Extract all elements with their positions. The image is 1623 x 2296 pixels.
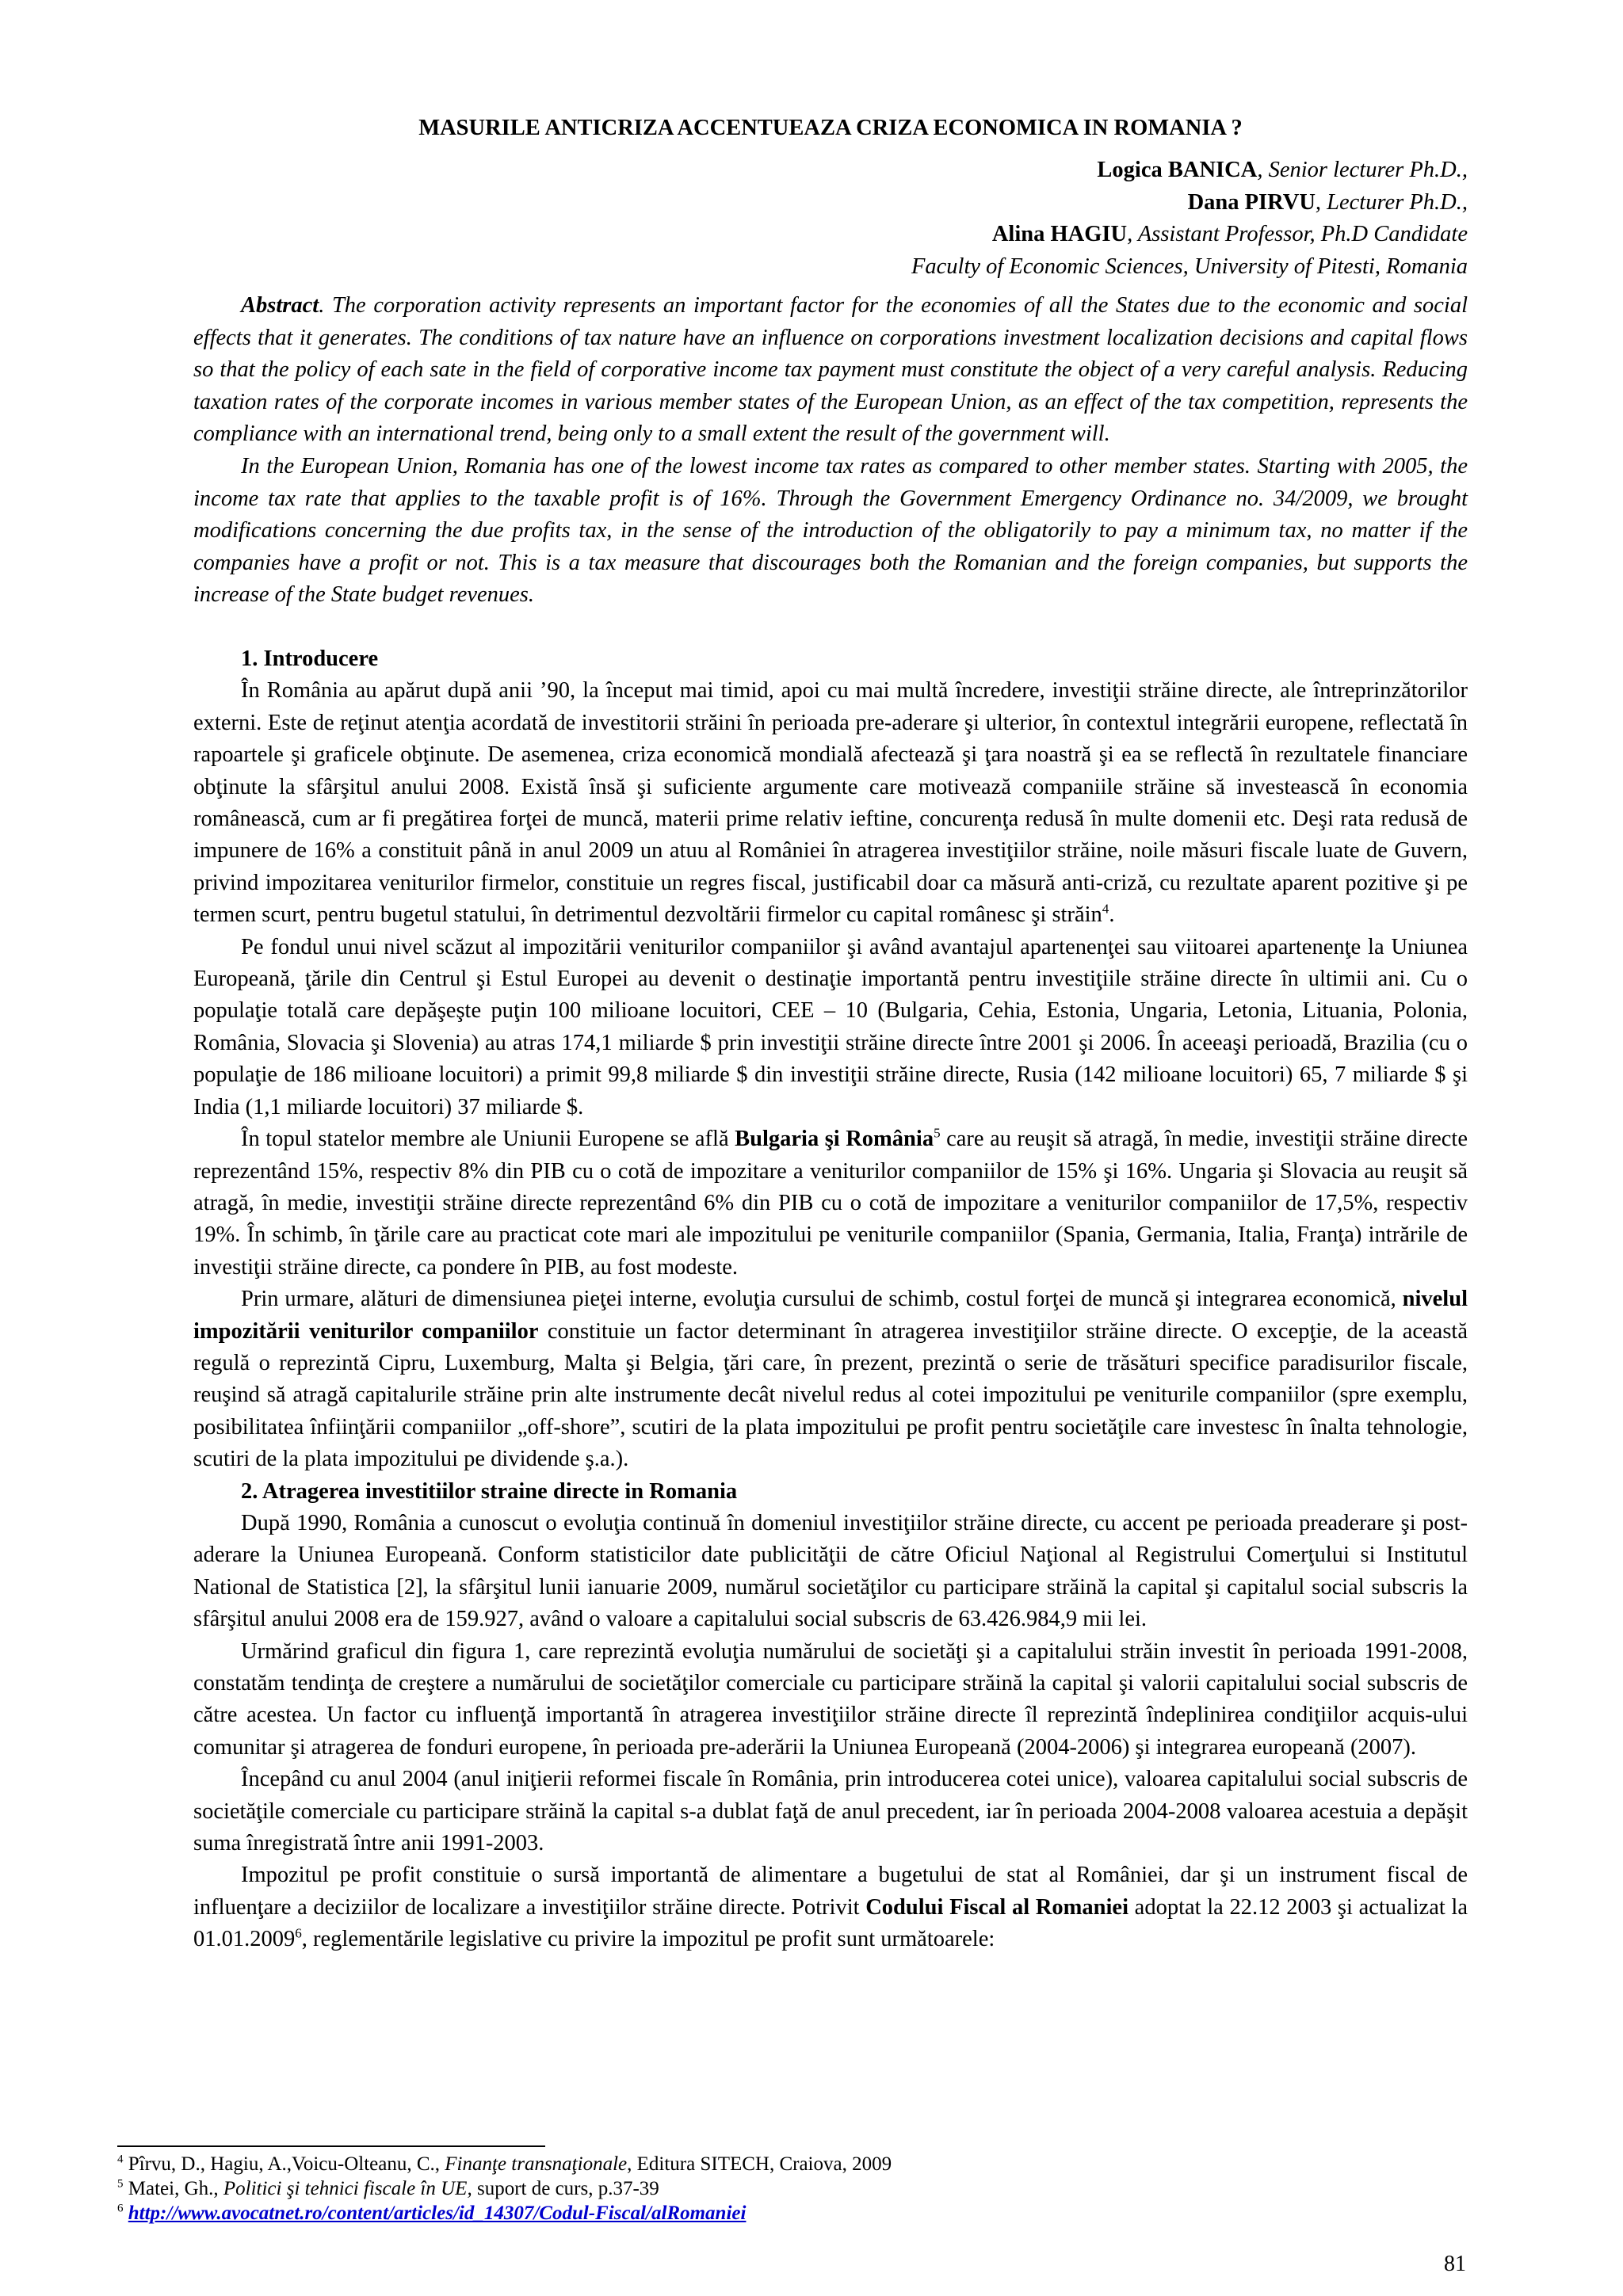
paragraph: Începând cu anul 2004 (anul iniţierii reformei fiscale în România, prin introducerea cotei unice), valoarea capitalului social subscris de societăţile comerciale cu participare străină la capital s-a dublat faţă de anul precedent, iar în perioada 2004-2008 valoarea acestuia a depăşit suma înregistrată între anii 1991-2003. [193, 1767, 1468, 1856]
author-line [911, 187, 1468, 219]
author-role: , Assistant Professor, Ph.D Candidate [1127, 222, 1468, 246]
author-name: Dana PIRVU [1187, 189, 1316, 215]
author-name: Logica BANICA [1097, 158, 1258, 182]
paragraph: În topul statelor membre ale Uniunii Europene se află Bulgaria şi România$^5$ care au reuşit să atragă, în medie, investiţii străine directe reprezentând 15%, respectiv 8% din PIB cu o cotă de impozitare a veniturilor companiilor de 15% şi 16%. Ungaria şi Slovacia au reuşit să atragă, în medie, investiţii străine directe reprezentând 6% din PIB cu o cotă de impozitare a veniturilor companiilor de 17,5%, respectiv 19%. În schimb, în ţările care au practicat cote mari ale impozitului pe veniturile companiilor (Spania, Germania, Italia, Franţa) intrările de investiţii străine directe, ca pondere în PIB, au fost modeste. [193, 1125, 1468, 1280]
author-line [911, 219, 1468, 251]
abstract-paragraph: In the European Union, Romania has one of the lowest income tax rates as compared to other member states. Starting with 2005, the income tax rate that applies to the taxable profit is of 16%. Through the Government Emergency Ordinance no. 34/2009, we brought modifications concerning the due profits tax, in the sense of the introduction of the obligatorily to pay a minimum tax, no matter if the companies have a profit or not. This is a tax measure that discourages both the Romanian and the foreign companies, but supports the increase of the State budget revenues. [193, 453, 1468, 608]
footnote: $^4$ Pîrvu, D., Hagiu, A.,Voicu-Olteanu, C., Finanţe transnaţionale, Editura SITECH, Craiova, 2009 [117, 2153, 892, 2175]
author-block [911, 154, 1468, 283]
author-name: Alina HAGIU [991, 222, 1128, 246]
footnote: $^6$ http://www.avocatnet.ro/content/articles/id_14307/Codul-Fiscal/alRomaniei [117, 2202, 747, 2224]
paragraph: Pe fondul unui nivel scăzut al impozitării veniturilor companiilor şi având avantajul apartenenţei sau viitoarei apartenenţe la Uniunea Europeană, ţările din Centrul şi Estul Europei au devenit o destinaţie importantă pentru investiţiile străine directe în ultimii ani. Cu o populaţie totală care depăşeşte puţin 100 milioane locuitori, CEE – 10 (Bulgaria, Cehia, Estonia, Ungaria, Letonia, Lituania, Polonia, România, Slovacia şi Slovenia) au atras 174,1 miliarde $ prin investiţii străine directe între 2001 şi 2006. În aceeaşi perioadă, Brazilia (cu o populaţie de 186 milioane locuitori) a primit 99,8 miliarde $ din investiţii străine directe, Rusia (142 milioane locuitori) 65, 7 miliarde $ şi India (1,1 miliarde locuitori) 37 miliarde $. [193, 934, 1468, 1119]
footnote-ref[interactable]: 5 [934, 1125, 941, 1141]
page-number: 81 [1444, 2252, 1466, 2276]
paragraph: În România au apărut după anii ’90, la început mai timid, apoi cu mai multă încredere, investiţii străine directe, ale întreprinzătorilor externi. Este de reţinut atenţia acordată de investitorii străini în perioada pre-aderare şi ulterior, în contextul integrării europene, reflectată în rapoartele şi graficele obţinute. De asemenea, criza economică mondială afectează şi ţara noastră şi ea se reflectă în rezultatele financiare obţinute la sfârşitul anului 2008. Există însă şi suficiente argumente care motivează companiile străine să investească în economia românească, cum ar fi pregătirea forţei de muncă, materii prime relativ ieftine, concurenţa redusă în multe domenii etc. Deşi rata redusă de impunere de 16% a constituit până in anul 2009 un atuu al României în atragerea investiţiilor străine, noile măsuri fiscale luate de Guvern, privind impozitarea veniturilor firmelor, constituie un regres fiscal, justificabil doar ca măsură anti-criză, cu rezultate aparent pozitive şi pe termen scurt, pentru bugetul statului, în detrimentul dezvoltării firmelor cu capital românesc şi străin$^4$. [193, 678, 1468, 928]
footnote-link[interactable]: http://www.avocatnet.ro/content/articles/id_14307/Codul-Fiscal/alRomaniei [128, 2203, 747, 2224]
affiliation: Faculty of Economic Sciences, University of Pitesti, Romania [911, 254, 1468, 279]
author-role: , Senior lecturer Ph.D., [1257, 158, 1468, 182]
abstract-label: Abstract [241, 293, 319, 318]
abstract [193, 290, 1468, 612]
abstract-paragraph: Abstract. The corporation activity represents an important factor for the economies of all the States due to the economic and social effects that it generates. The conditions of tax nature have an influence on corporations investment localization decisions and capital flows so that the policy of each sate in the field of corporative income tax payment must constitute the object of a very careful analysis. Reducing taxation rates of the corporate incomes in various member states of the European Union, as an effect of the tax competition, represents the compliance with an international trend, being only to a small extent the result of the government will. [193, 293, 1468, 447]
paragraph: După 1990, România a cunoscut o evoluţia continuă în domeniul investiţiilor străine directe, cu accent pe perioada preaderare şi post-aderare la Uniunea Europeană. Conform statisticilor date publicităţii de către Oficiul Naţional al Registrului Comerţului si Institutul National de Statistica [2], la sfârşitul lunii ianuarie 2009, numărul societăţilor cu participare străină la capital şi capitalul social subscris la sfârşitul anului 2008 era de 159.927, având o valoare a capitalului social subscris de 63.426.984,9 mii lei. [193, 1510, 1468, 1632]
paper-title: MASURILE ANTICRIZA ACCENTUEAZA CRIZA ECONOMICA IN ROMANIA ? [418, 116, 1243, 140]
section-heading: 2. Atragerea investitiilor straine directe in Romania [241, 1478, 738, 1504]
footnotes [117, 2152, 1465, 2225]
author-line [911, 154, 1468, 187]
footnote-ref[interactable]: 6 [295, 1925, 302, 1941]
footnote-separator [117, 2145, 545, 2147]
paragraph: Prin urmare, alături de dimensiunea pieţei interne, evoluţia cursului de schimb, costul forţei de muncă şi integrarea economică, nivelul impozitării veniturilor companiilor constituie un factor determinant în atragerea investiţiilor străine directe. O excepţie, de la această regulă o reprezintă Cipru, Luxemburg, Malta şi Belgia, ţări care, în prezent, prezintă o serie de trăsături specifice paradisurilor fiscale, reuşind să atragă capitalurile străine prin alte instrumente decât nivelul redus al cotei impozitului pe veniturile companiilor (spre exemplu, posibilitatea înfiinţării companiilor „off-shore”, scutiri de la plata impozitului pe profit pentru societăţile care investesc în înalta tehnologie, scutiri de la plata impozitului pe dividende ş.a.). [193, 1287, 1468, 1472]
body-text [193, 643, 1468, 1956]
author-role: , Lecturer Ph.D., [1315, 189, 1468, 215]
footnote-ref[interactable]: 4 [1102, 901, 1109, 917]
paragraph: Impozitul pe profit constituie o sursă importantă de alimentare a bugetului de stat al României, dar şi un instrument fiscal de influenţare a deciziilor de localizare a investiţiilor străine directe. Potrivit Codului Fiscal al Romaniei adoptat la 22.12 2003 şi actualizat la 01.01.2009$^6$, reglementările legislative cu privire la impozitul pe profit sunt următoarele: [193, 1863, 1468, 1952]
footnote: $^5$ Matei, Gh., Politici şi tehnici fiscale în UE, suport de curs, p.37-39 [117, 2177, 659, 2199]
paragraph: Urmărind graficul din figura 1, care reprezintă evoluţia numărului de societăţi şi a capitalului străin investit în perioada 1991-2008, constatăm tendinţa de creştere a numărului de societăţilor comerciale cu participare străină la capital şi valorii capitalului social subscris de către acestea. Un factor cu influenţă importantă în atragerea investiţiilor străine directe îl reprezintă îndeplinirea condiţiilor acquis-ului comunitar şi atragerea de fonduri europene, în perioada pre-aderării la Uniunea Europeană (2004-2006) şi integrarea europeană (2007). [193, 1638, 1468, 1760]
section-heading: 1. Introducere [241, 646, 379, 671]
